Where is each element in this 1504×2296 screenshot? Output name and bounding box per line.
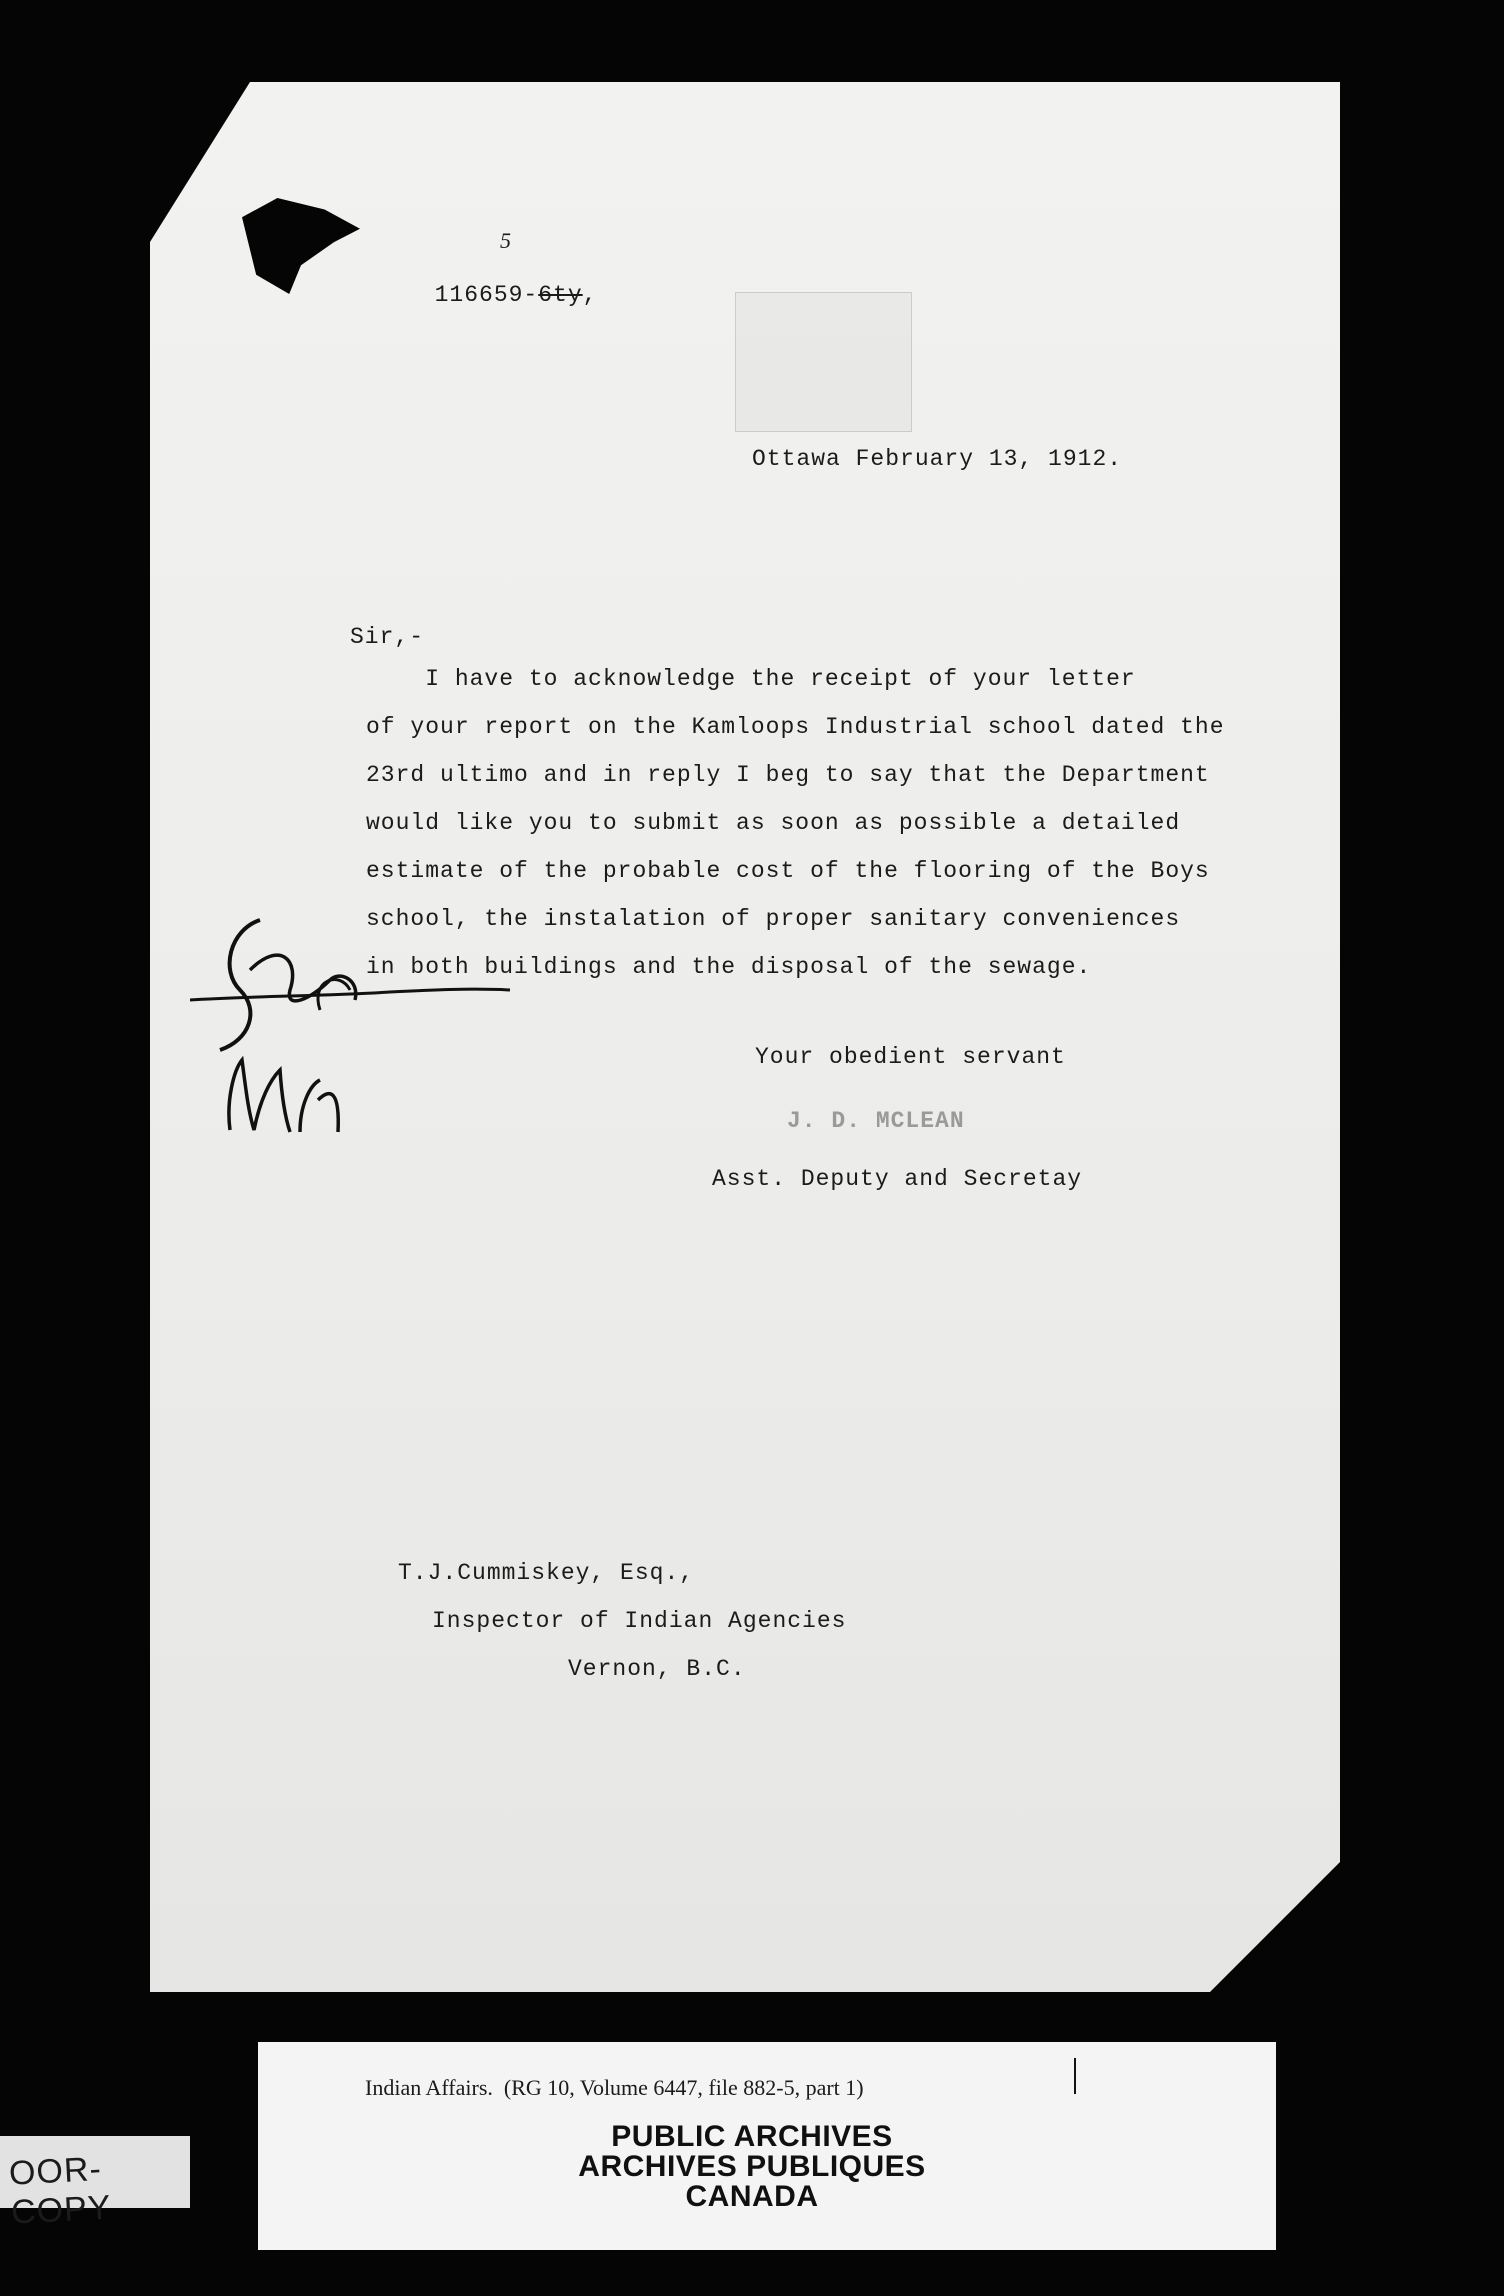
body-line: 23rd ultimo and in reply I beg to say that the Department (366, 762, 1210, 788)
body-line: school, the instalation of proper sanitary conveniences (366, 906, 1181, 932)
address-line: Vernon, B.C. (568, 1656, 746, 1682)
salutation: Sir,- (350, 624, 425, 650)
poor-copy-text: OOR-COPY (8, 2149, 113, 2232)
archive-name-line: CANADA (685, 2180, 819, 2213)
archive-name-line: PUBLIC ARCHIVES (611, 2120, 893, 2153)
archive-citation: Indian Affairs. (RG 10, Volume 6447, file 882-5, part 1) (365, 2075, 864, 2100)
body-line: estimate of the probable cost of the flooring of the Boys (366, 858, 1210, 884)
label-divider (1074, 2058, 1076, 2094)
body-line: I have to acknowledge the receipt of your letter (366, 666, 1136, 692)
body-line: would like you to submit as soon as possible a detailed (366, 810, 1181, 836)
file-number-handwritten: 5 (500, 228, 512, 253)
poor-copy-stamp (0, 2136, 190, 2232)
file-number-struck: 6ty (538, 282, 583, 308)
file-number-suffix: , (582, 282, 598, 308)
body-line: in both buildings and the disposal of the sewage. (366, 954, 1092, 980)
file-number-prefix: 116659- (434, 282, 539, 308)
signatory-title: Asst. Deputy and Secretay (712, 1166, 1083, 1192)
closing: Your obedient servant (755, 1044, 1066, 1070)
date-line: Ottawa February 13, 1912. (752, 446, 1123, 472)
address-line: T.J.Cummiskey, Esq., (398, 1560, 695, 1586)
faint-stamp (735, 292, 912, 432)
signature-stamp: J. D. MCLEAN (787, 1108, 965, 1134)
archive-name-line: ARCHIVES PUBLIQUES (578, 2150, 926, 2183)
body-line: of your report on the Kamloops Industrial school dated the (366, 714, 1225, 740)
address-line: Inspector of Indian Agencies (432, 1608, 847, 1634)
handwritten-initials (190, 900, 530, 1150)
file-number (405, 228, 598, 334)
